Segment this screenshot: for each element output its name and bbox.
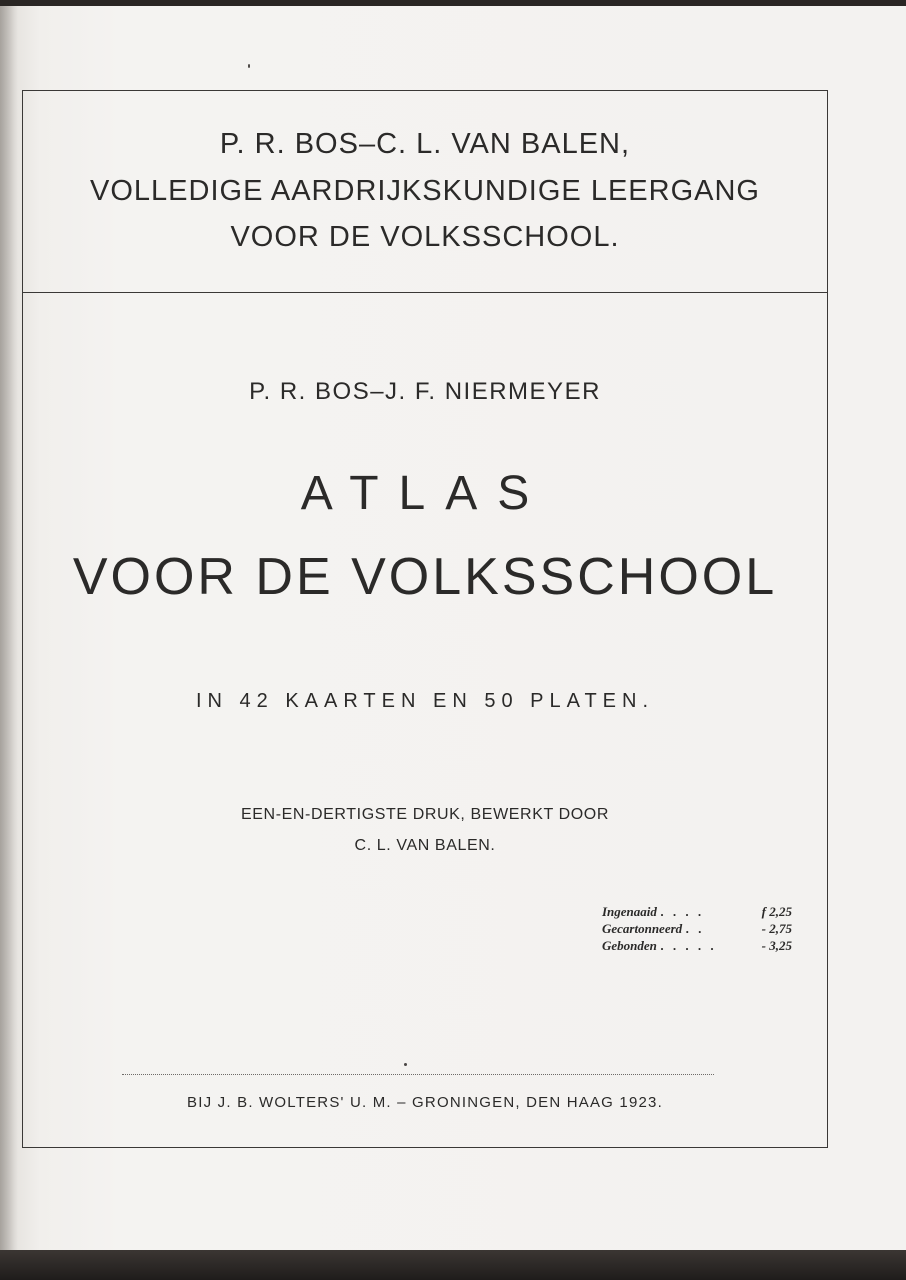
publisher-imprint: BIJ J. B. WOLTERS' U. M. – GRONINGEN, DEN HAAG 1923. (187, 1094, 663, 1111)
price-value: - 3,25 (761, 938, 792, 953)
series-authors: P. R. BOS–C. L. VAN BALEN, (219, 128, 631, 160)
price-row (602, 903, 792, 920)
price-row (602, 920, 792, 937)
price-value: f 2,25 (761, 904, 792, 919)
title-page (0, 6, 906, 1250)
ink-speck (404, 1063, 407, 1066)
book-title-line2: VOOR DE VOLKSSCHOOL (72, 548, 778, 606)
price-label: Gecartonneerd (602, 921, 683, 936)
scan-bottom-edge (0, 1250, 906, 1280)
price-leader-dots: . . . . . (660, 938, 718, 953)
page-spine-shadow (0, 6, 18, 1250)
edition-line2: C. L. VAN BALEN. (354, 837, 496, 854)
price-row (602, 937, 792, 954)
price-leader-dots: . . . . (660, 904, 705, 919)
ink-speck (248, 64, 250, 68)
series-title-line2: VOOR DE VOLKSSCHOOL. (230, 221, 620, 253)
book-authors: P. R. BOS–J. F. NIERMEYER (249, 378, 601, 405)
book-title-line1: ATLAS (300, 467, 550, 520)
imprint-rule (122, 1074, 714, 1075)
price-leader-dots: . . (686, 921, 705, 936)
book-subtitle: IN 42 KAARTEN EN 50 PLATEN. (195, 690, 655, 712)
price-value: - 2,75 (761, 921, 792, 936)
price-label: Gebonden (602, 938, 657, 953)
edition-line1: EEN-EN-DERTIGSTE DRUK, BEWERKT DOOR (241, 806, 609, 823)
series-divider-rule (22, 292, 828, 293)
series-title-line1: VOLLEDIGE AARDRIJKSKUNDIGE LEERGANG (90, 175, 760, 207)
price-label: Ingenaaid (602, 904, 657, 919)
price-list (602, 903, 792, 954)
